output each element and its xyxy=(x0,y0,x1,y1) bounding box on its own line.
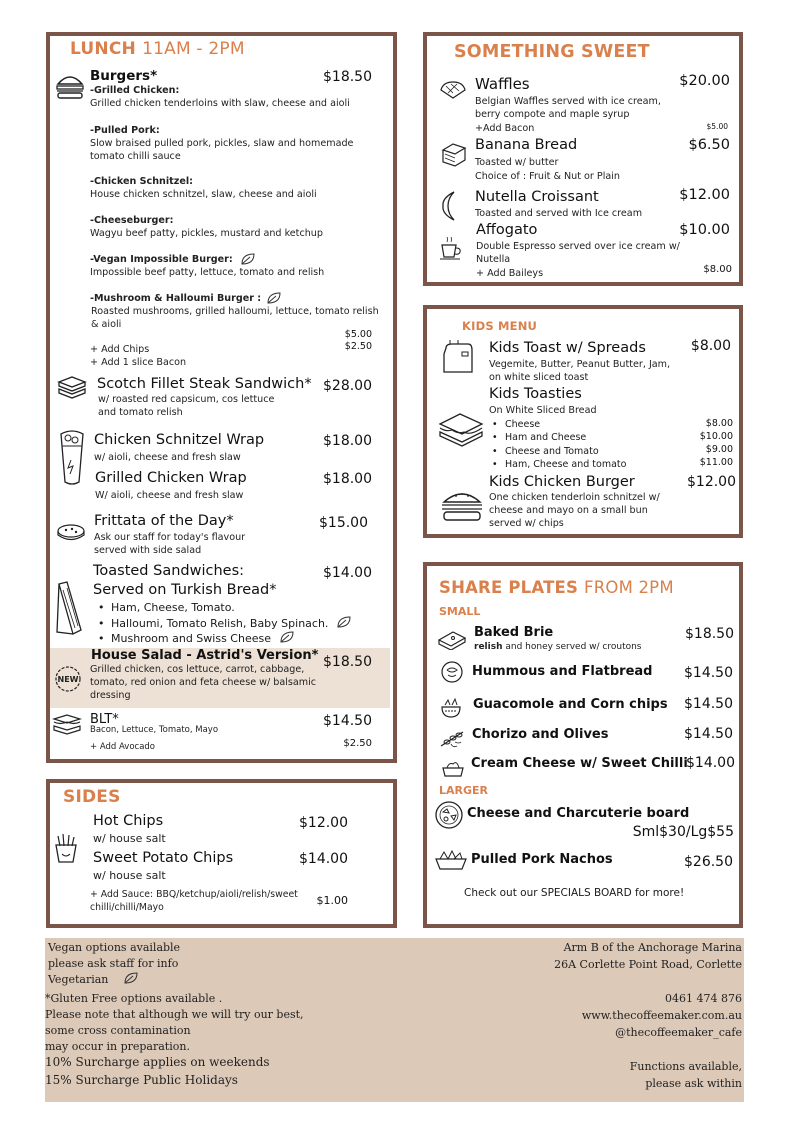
hummous-price: $14.50 xyxy=(684,665,733,681)
burger-cheese-desc: Wagyu beef patty, pickles, mustard and ketchup xyxy=(90,228,323,239)
toastie-price: $10.00 xyxy=(699,431,733,442)
grilled-wrap-price: $18.00 xyxy=(323,471,372,487)
coffee-cup-icon xyxy=(438,237,464,261)
footer-gf-3: some cross contamination xyxy=(45,1024,191,1037)
chorizo-price: $14.50 xyxy=(684,726,733,742)
banana-desc-1: Toasted w/ butter xyxy=(475,157,559,168)
footer-functions-1: Functions available, xyxy=(629,1060,742,1073)
frittata-icon xyxy=(56,522,86,544)
new-badge-icon xyxy=(53,664,83,694)
burger-icon xyxy=(440,486,484,522)
list-item: • Ham, Cheese, Tomato. xyxy=(96,600,328,616)
grilled-wrap-name: Grilled Chicken Wrap xyxy=(95,470,247,486)
list-item: • Cheese and Tomato xyxy=(490,445,626,458)
kids-toast-price: $8.00 xyxy=(690,338,731,354)
croissant-icon xyxy=(440,190,460,222)
waffle-icon xyxy=(439,80,467,100)
brie-price: $18.50 xyxy=(685,626,734,642)
list-item: • Mushroom and Swiss Cheese xyxy=(96,631,328,647)
chorizo-name: Chorizo and Olives xyxy=(472,727,609,742)
blt-add: + Add Avocado xyxy=(90,742,156,752)
share-larger-label: LARGER xyxy=(439,784,489,797)
brie-icon xyxy=(437,628,467,650)
salad-desc: Grilled chicken, cos lettuce, carrot, cabbage, tomato, red onion and feta cheese w/ balsamic dressing xyxy=(90,664,317,701)
banana-price: $6.50 xyxy=(688,137,730,153)
salad-name: House Salad - Astrid's Version* xyxy=(91,648,319,663)
affogato-add: + Add Baileys xyxy=(476,268,544,279)
wrap-icon xyxy=(58,428,86,486)
blt-desc: Bacon, Lettuce, Tomato, Mayo xyxy=(90,725,219,735)
burger-pork-desc: Slow braised pulled pork, pickles, slaw and homemade tomato chilli sauce xyxy=(90,138,354,162)
toaster-icon xyxy=(440,340,476,376)
banana-name: Banana Bread xyxy=(475,137,578,153)
list-item: • Halloumi, Tomato Relish, Baby Spinach. xyxy=(96,616,328,632)
burger-schnitzel-title: -Chicken Schnitzel: xyxy=(90,176,193,187)
new-badge-text: NEW xyxy=(57,675,79,684)
hummous-name: Hummous and Flatbread xyxy=(472,664,653,679)
affogato-add-price: $8.00 xyxy=(703,264,732,275)
footer-phone[interactable]: 0461 474 876 xyxy=(665,992,742,1005)
kids-title: KIDS MENU xyxy=(462,319,538,333)
share-title: SHARE PLATES xyxy=(439,578,579,597)
footer-vegan-1: Vegan options available xyxy=(48,941,181,954)
add-bacon-price: $2.50 xyxy=(344,341,372,352)
sauce-price: $1.00 xyxy=(316,894,348,907)
chips-icon xyxy=(52,832,80,864)
footer-gf-2: Please note that although we will try our best, xyxy=(45,1008,304,1021)
waffles-price: $20.00 xyxy=(679,73,730,89)
nachos-icon xyxy=(434,849,468,871)
schnitzel-wrap-price: $18.00 xyxy=(323,433,372,449)
toasted-price: $14.00 xyxy=(323,565,372,581)
sweet-chips-name: Sweet Potato Chips xyxy=(93,850,234,866)
burger-pork-title: -Pulled Pork: xyxy=(90,125,160,136)
burger-grilled-desc: Grilled chicken tenderloins with slaw, cheese and aioli xyxy=(90,98,350,109)
kids-burger-desc: One chicken tenderloin schnitzel w/ cheese and mayo on a small bun served w/ chips xyxy=(489,492,660,529)
leaf-icon xyxy=(279,630,295,644)
toastie-price: $9.00 xyxy=(705,444,733,455)
toasted-name-1: Toasted Sandwiches: xyxy=(93,563,245,579)
board-price: Sml$30/Lg$55 xyxy=(632,824,734,840)
affogato-name: Affogato xyxy=(476,222,538,238)
footer-website[interactable]: www.thecoffeemaker.com.au xyxy=(581,1009,742,1022)
lunch-title: LUNCH xyxy=(70,39,136,59)
hot-chips-name: Hot Chips xyxy=(93,813,164,829)
waffles-name: Waffles xyxy=(475,75,530,93)
frittata-price: $15.00 xyxy=(319,515,368,531)
steak-name: Scotch Fillet Steak Sandwich* xyxy=(97,376,312,392)
footer-address-2: 26A Corlette Point Road, Corlette xyxy=(554,958,742,971)
burger-vegan-title: -Vegan Impossible Burger: xyxy=(90,254,233,265)
burger-vegan-desc: Impossible beef patty, lettuce, tomato and relish xyxy=(90,267,325,278)
waffles-add: +Add Bacon xyxy=(475,123,535,134)
list-item: • Ham and Cheese xyxy=(490,431,626,444)
schnitzel-wrap-name: Chicken Schnitzel Wrap xyxy=(94,432,265,448)
kids-burger-price: $12.00 xyxy=(687,474,736,490)
waffles-add-price: $5.00 xyxy=(706,122,728,131)
steak-price: $28.00 xyxy=(323,378,372,394)
board-name: Cheese and Charcuterie board xyxy=(467,806,690,821)
share-small-label: SMALL xyxy=(439,605,481,618)
blt-name: BLT* xyxy=(90,712,119,727)
frittata-desc: Ask our staff for today's flavour served with side salad xyxy=(94,532,246,556)
burger-icon xyxy=(54,70,86,102)
hummus-icon xyxy=(440,660,464,684)
footer-address-1: Arm B of the Anchorage Marina xyxy=(563,941,742,954)
kids-toasties-name: Kids Toasties xyxy=(489,386,582,402)
list-item: • Ham, Cheese and tomato xyxy=(490,458,626,471)
share-heading xyxy=(439,578,674,597)
croissant-price: $12.00 xyxy=(679,187,730,203)
hot-chips-price: $12.00 xyxy=(299,815,348,831)
kids-toast-desc: Vegemite, Butter, Peanut Butter, Jam, on white sliced toast xyxy=(489,359,671,383)
guacamole-icon xyxy=(439,697,463,721)
salad-price: $18.50 xyxy=(323,654,372,670)
footer-vegetarian: Vegetarian xyxy=(48,973,109,986)
toastie-price: $8.00 xyxy=(705,418,733,429)
croissant-name: Nutella Croissant xyxy=(475,189,599,205)
lunch-heading xyxy=(70,39,245,59)
add-chips-price: $5.00 xyxy=(344,329,372,340)
cream-cheese-name: Cream Cheese w/ Sweet Chilli xyxy=(471,756,688,771)
hot-chips-desc: w/ house salt xyxy=(93,832,166,845)
frittata-name: Frittata of the Day* xyxy=(94,513,234,529)
footer-instagram[interactable]: @thecoffeemaker_cafe xyxy=(615,1026,742,1039)
brie-name: Baked Brie xyxy=(474,625,554,640)
footer-surcharge-2: 15% Surcharge Public Holidays xyxy=(45,1073,238,1087)
kids-toasties-list xyxy=(490,418,626,471)
kids-toasties-sub: On White Sliced Bread xyxy=(489,405,597,416)
steak-desc: w/ roasted red capsicum, cos lettuce and tomato relish xyxy=(98,394,275,418)
burgers-name: Burgers* xyxy=(90,68,158,84)
burger-cheese-title: -Cheeseburger: xyxy=(90,215,174,226)
sweet-chips-price: $14.00 xyxy=(299,851,348,867)
leaf-icon xyxy=(123,971,139,985)
list-item: • Cheese xyxy=(490,418,626,431)
burger-schnitzel-desc: House chicken schnitzel, slaw, cheese and aioli xyxy=(90,189,317,200)
kids-burger-name: Kids Chicken Burger xyxy=(489,474,635,490)
schnitzel-wrap-desc: w/ aioli, cheese and fresh slaw xyxy=(94,452,241,463)
banana-desc-2: Choice of : Fruit & Nut or Plain xyxy=(475,171,620,182)
footer-gf-4: may occur in preparation. xyxy=(45,1040,190,1053)
blt-icon xyxy=(52,713,82,735)
cream-cheese-icon xyxy=(441,758,465,778)
sauce-desc: + Add Sauce: BBQ/ketchup/aioli/relish/sweet chilli/chilli/Mayo xyxy=(90,889,298,913)
nachos-name: Pulled Pork Nachos xyxy=(471,852,613,867)
add-chips-label: + Add Chips xyxy=(90,344,150,355)
toasted-name-2: Served on Turkish Bread* xyxy=(93,582,277,598)
sandwich-icon xyxy=(56,374,88,400)
blt-add-price: $2.50 xyxy=(343,738,372,749)
brie-desc xyxy=(474,641,642,654)
sweet-title: SOMETHING SWEET xyxy=(454,42,650,62)
blt-price: $14.50 xyxy=(323,713,372,729)
kids-toast-name: Kids Toast w/ Spreads xyxy=(489,340,646,356)
leaf-icon xyxy=(336,615,352,629)
footer-gf-1: *Gluten Free options available . xyxy=(45,992,223,1005)
grilled-wrap-desc: W/ aioli, cheese and fresh slaw xyxy=(95,490,244,501)
burger-mushroom-desc: Roasted mushrooms, grilled halloumi, lettuce, tomato relish & aioli xyxy=(91,306,379,330)
affogato-price: $10.00 xyxy=(679,222,730,238)
leaf-icon xyxy=(266,291,282,305)
lunch-hours: 11AM - 2PM xyxy=(142,39,245,59)
burger-mushroom-title: -Mushroom & Halloumi Burger : xyxy=(90,293,262,304)
burgers-price: $18.50 xyxy=(323,69,372,85)
footer-vegan-2: please ask staff for info xyxy=(48,957,179,970)
brie-desc-bold: relish xyxy=(474,642,503,652)
toastie-price: $11.00 xyxy=(699,457,733,468)
toastie-icon xyxy=(55,580,85,638)
cream-cheese-price: $14.00 xyxy=(686,755,735,771)
footer-surcharge-1: 10% Surcharge applies on weekends xyxy=(45,1055,270,1069)
bread-icon xyxy=(439,140,467,168)
croissant-desc: Toasted and served with Ice cream xyxy=(475,208,643,219)
affogato-desc: Double Espresso served over ice cream w/ Nutella xyxy=(476,241,680,265)
waffles-desc: Belgian Waffles served with ice cream, berry compote and maple syrup xyxy=(475,96,661,120)
leaf-icon xyxy=(240,252,256,266)
sides-title: SIDES xyxy=(63,787,121,807)
specials-note: Check out our SPECIALS BOARD for more! xyxy=(464,887,685,899)
platter-icon xyxy=(434,800,464,830)
burger-grilled-title: -Grilled Chicken: xyxy=(90,85,180,96)
nachos-price: $26.50 xyxy=(684,854,733,870)
share-hours: FROM 2PM xyxy=(584,578,674,597)
add-bacon-label: + Add 1 slice Bacon xyxy=(90,357,187,368)
brie-desc-rest: and honey served w/ croutons xyxy=(505,642,642,652)
olive-icon xyxy=(439,728,465,750)
footer-functions-2: please ask within xyxy=(645,1077,742,1090)
guac-price: $14.50 xyxy=(684,696,733,712)
sweet-chips-desc: w/ house salt xyxy=(93,869,166,882)
guac-name: Guacomole and Corn chips xyxy=(473,697,668,712)
sandwich-icon xyxy=(438,410,484,448)
